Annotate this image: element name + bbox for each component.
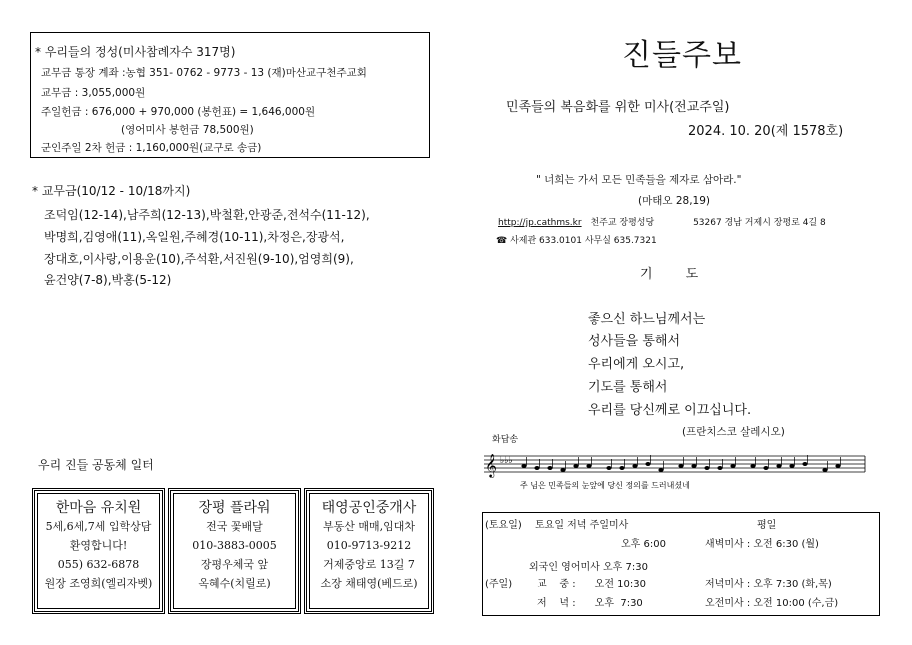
ad-line: 010-3883-0005 — [192, 539, 277, 552]
english-mass-collection: (영어미사 봉헌금 78,500원) — [121, 124, 254, 136]
tithe-line: 윤건양(7-8),박홍(5-12) — [44, 273, 172, 287]
ad-line: 환영합니다! — [69, 539, 128, 552]
saturday-label: (토요일) — [485, 520, 522, 531]
scripture-reference: (마태오 28,19) — [638, 195, 711, 207]
note-head — [619, 466, 624, 470]
morning-weekday-mass: 오전미사 : 오전 10:00 (수,금) — [705, 598, 839, 609]
community-jobs-title: 우리 진들 공동체 일터 — [38, 458, 154, 472]
ad-name: 태영공인중개사 — [321, 500, 417, 516]
note-head — [691, 464, 696, 468]
parish-address: 53267 경남 거제시 장평로 4길 8 — [693, 218, 826, 228]
tithe-heading: * 교무금(10/12 - 10/18까지) — [32, 184, 191, 198]
note-head — [776, 464, 781, 468]
dawn-mass: 새벽미사 : 오전 6:30 (월) — [705, 539, 819, 550]
issue-date: 2024. 10. 20(제 1578호) — [688, 124, 844, 139]
ad-line: 5세,6세,7세 입학상담 — [45, 520, 152, 533]
ad-line: 부동산 매매,임대차 — [322, 520, 415, 533]
military-collection: 군인주일 2차 헌금 : 1,160,000원(교구로 송금) — [41, 142, 262, 154]
contact-line — [498, 215, 826, 228]
ad-realty — [304, 488, 434, 614]
note-head — [606, 466, 611, 470]
ad-flower — [168, 488, 301, 614]
tithe-line: 조덕임(12-14),남주희(12-13),박철환,안광준,전석수(11-12), — [44, 208, 370, 222]
note-head — [822, 468, 827, 472]
note-head — [560, 468, 565, 472]
ad-line: 소장 채태영(베드로) — [320, 577, 418, 590]
sunday-label: (주일) — [485, 579, 513, 590]
weekday-label: 평일 — [757, 520, 777, 531]
ad-line: 전국 꽃배달 — [206, 520, 263, 533]
psalm-label: 화답송 — [492, 435, 519, 445]
ad-line: 장평우체국 앞 — [200, 558, 269, 571]
psalm-music-staff — [480, 448, 870, 498]
note-head — [802, 462, 807, 466]
svg-text:♭♭♭: ♭♭♭ — [500, 456, 513, 466]
note-head — [730, 464, 735, 468]
ad-line: 옥혜수(치릴로) — [198, 577, 271, 590]
offerings-heading: * 우리들의 정성(미사참례자수 317명) — [35, 45, 236, 59]
account-line: 교무금 통장 계좌 :농협 351- 0762 - 9773 - 13 (재)마산교구천주교회 — [41, 67, 367, 79]
english-mass: 외국인 영어미사 오후 7:30 — [529, 562, 648, 573]
ad-name: 한마음 유치원 — [55, 500, 142, 516]
ad-line: 거제중앙로 13길 7 — [323, 558, 415, 571]
parish-website-link[interactable]: http://jp.cathms.kr — [498, 218, 582, 228]
sunday-main-mass: 교 중 : 오전 10:30 — [537, 579, 646, 590]
note-head — [704, 466, 709, 470]
note-head — [835, 464, 840, 468]
psalm-lyrics: 주 님은 민족들의 눈앞에 당신 정의를 드러내셨네 — [520, 481, 690, 490]
prayer-line: 우리를 당신께로 이끄십니다. — [588, 403, 752, 418]
note-head — [573, 464, 578, 468]
ad-line: 055) 632-6878 — [57, 558, 140, 571]
note-head — [789, 464, 794, 468]
tithe-line: 장대호,이사랑,이용운(10),주석환,서진원(9-10),엄영희(9), — [44, 252, 354, 266]
note-head — [645, 462, 650, 466]
offerings-box — [30, 32, 430, 158]
prayer-line: 기도를 통해서 — [588, 380, 668, 395]
note-head — [678, 464, 683, 468]
ad-name: 장평 플라워 — [198, 500, 271, 516]
prayer-title: 기 도 — [640, 267, 699, 282]
treble-clef-icon: 𝄞 — [485, 453, 497, 477]
prayer-line: 성사들을 통해서 — [588, 334, 681, 349]
note-head — [547, 466, 552, 470]
bulletin-title: 진들주보 — [622, 38, 742, 73]
prayer-author: (프란치스코 살레시오) — [682, 426, 785, 438]
prayer-line: 좋으신 하느님께서는 — [588, 312, 706, 327]
mass-subtitle: 민족들의 복음화를 위한 미사(전교주일) — [506, 100, 730, 115]
prayer-line: 우리에게 오시고, — [588, 357, 685, 372]
saturday-time: 오후 6:00 — [621, 539, 666, 550]
sunday-collection: 주일헌금 : 676,000 + 970,000 (봉헌표) = 1,646,000원 — [41, 106, 316, 118]
mass-schedule-box — [482, 512, 880, 616]
ad-line: 원장 조영희(엘리자벳) — [44, 577, 153, 590]
parish-name: 천주교 장평성당 — [590, 218, 655, 228]
note-head — [521, 464, 526, 468]
note-head — [632, 464, 637, 468]
tithe-line: 박명희,김영애(11),옥일원,주혜경(10-11),차정은,장광석, — [44, 230, 345, 244]
note-head — [534, 466, 539, 470]
sunday-evening-mass: 저 녁 : 오후 7:30 — [537, 598, 643, 609]
evening-weekday-mass: 저녁미사 : 오후 7:30 (화,목) — [705, 579, 832, 590]
phone-numbers: ☎ 사제관 633.0101 사무실 635.7321 — [496, 236, 657, 246]
scripture-verse: " 너희는 가서 모든 민족들을 제자로 삼아라." — [536, 174, 742, 186]
saturday-mass: 토요일 저녁 주일미사 — [535, 520, 629, 531]
tithe-total: 교무금 : 3,055,000원 — [41, 87, 146, 99]
note-head — [750, 464, 755, 468]
note-head — [717, 466, 722, 470]
note-head — [586, 464, 591, 468]
ad-kindergarten — [32, 488, 165, 614]
note-head — [658, 468, 663, 472]
note-head — [763, 466, 768, 470]
ad-line: 010-9713-9212 — [326, 539, 412, 552]
